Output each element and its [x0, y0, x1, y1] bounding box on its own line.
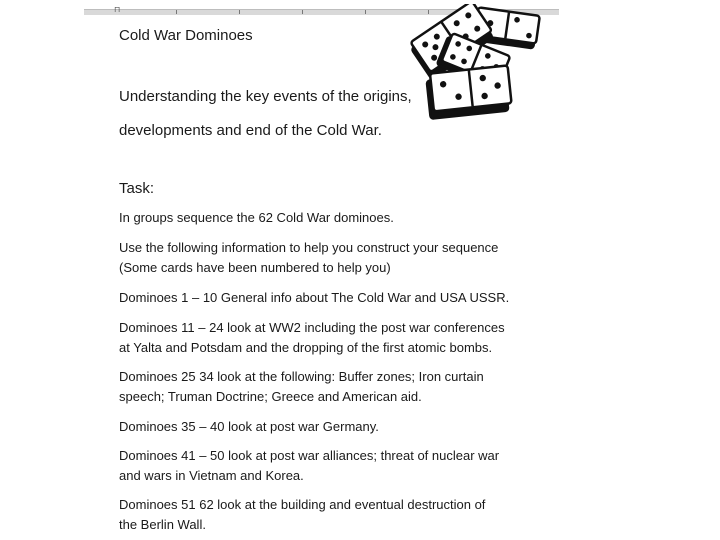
body-line: and wars in Vietnam and Korea.: [119, 468, 304, 483]
document-title: Cold War Dominoes: [119, 27, 253, 44]
body-line: speech; Truman Doctrine; Greece and American aid.: [119, 389, 422, 404]
task-label: Task:: [119, 180, 155, 197]
dominoes-image: [398, 4, 548, 128]
body-line: Dominoes 51 62 look at the building and eventual destruction of: [119, 497, 486, 512]
body-line: the Berlin Wall.: [119, 517, 206, 532]
body-line: Dominoes 35 – 40 look at post war Germany.: [119, 419, 379, 434]
body-line: Use the following information to help you construct your sequence: [119, 240, 499, 255]
body-line: (Some cards have been numbered to help you): [119, 260, 391, 275]
ruler-tick: [239, 10, 240, 14]
body-line: Dominoes 1 – 10 General info about The Cold War and USA USSR.: [119, 290, 510, 305]
body-line: Dominoes 11 – 24 look at WW2 including the post war conferences: [119, 320, 505, 335]
subtitle-line-2: developments and end of the Cold War.: [119, 122, 382, 139]
ruler-indent-icon[interactable]: ⊓: [114, 5, 121, 14]
ruler-tick: [302, 10, 303, 14]
subtitle-line-1: Understanding the key events of the origins,: [119, 88, 412, 105]
body-line: Dominoes 25 34 look at the following: Buffer zones; Iron curtain: [119, 369, 484, 384]
body-line: Dominoes 41 – 50 look at post war alliances; threat of nuclear war: [119, 448, 500, 463]
domino-tile: [426, 65, 512, 118]
body-line: In groups sequence the 62 Cold War dominoes.: [119, 210, 394, 225]
body-line: at Yalta and Potsdam and the dropping of the first atomic bombs.: [119, 340, 493, 355]
ruler-tick: [365, 10, 366, 14]
ruler-tick: [176, 10, 177, 14]
